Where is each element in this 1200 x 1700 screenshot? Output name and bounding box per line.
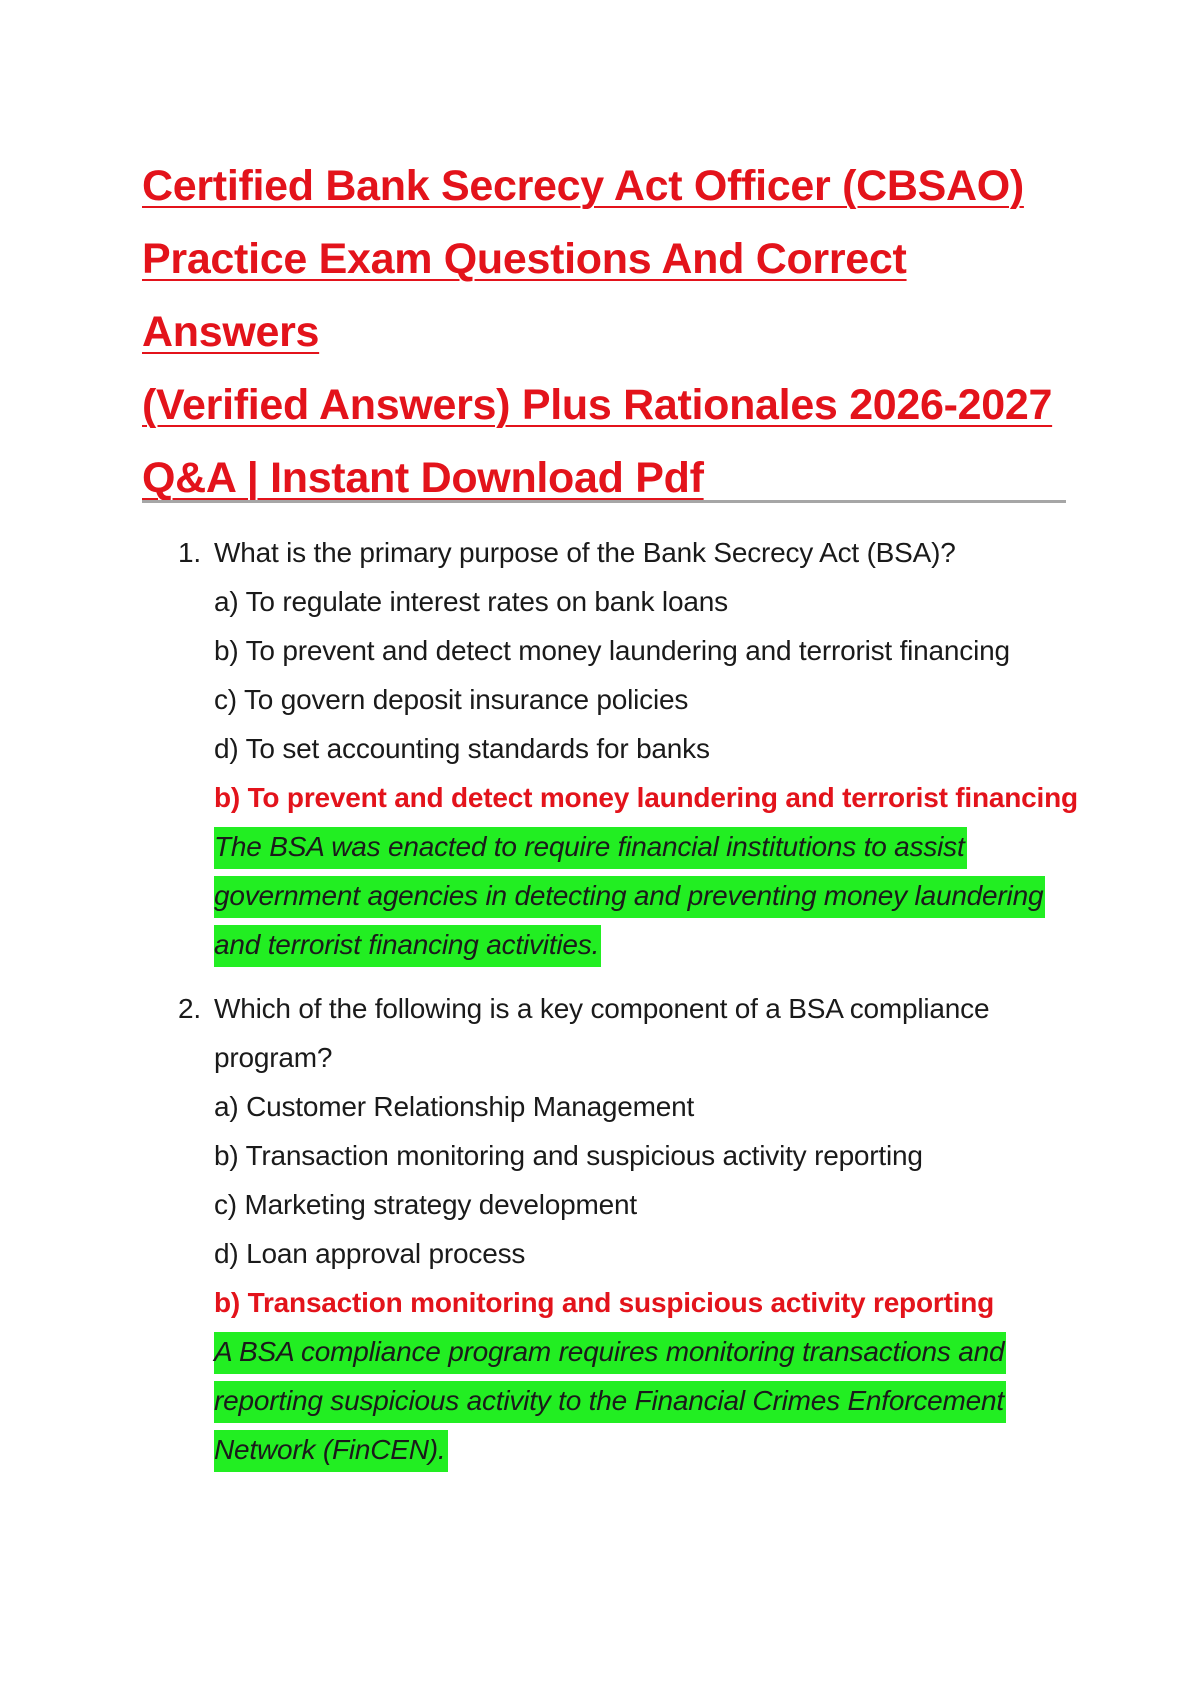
question-list — [178, 528, 1078, 1489]
answer-option: d) To set accounting standards for banks — [214, 733, 710, 764]
document-title — [142, 150, 1082, 515]
title-line: Practice Exam Questions And Correct Answers — [142, 235, 907, 356]
title-line: Q&A | Instant Download Pdf — [142, 454, 704, 502]
rationale-text: The BSA was enacted to require financial institutions to assist government agencies in detecting and preventing money laundering and terrorist financing activities. — [214, 822, 1078, 969]
answer-option: a) Customer Relationship Management — [214, 1091, 695, 1122]
question-text: What is the primary purpose of the Bank Secrecy Act (BSA)? — [214, 537, 956, 568]
title-line: Certified Bank Secrecy Act Officer (CBSAO) — [142, 162, 1024, 210]
correct-answer: b) To prevent and detect money laundering and terrorist financing — [214, 782, 1078, 813]
answer-option: c) Marketing strategy development — [214, 1189, 637, 1220]
correct-answer: b) Transaction monitoring and suspicious activity reporting — [214, 1287, 995, 1318]
question-number: 1. — [178, 537, 201, 568]
answer-option: b) Transaction monitoring and suspicious activity reporting — [214, 1140, 923, 1171]
answer-option: c) To govern deposit insurance policies — [214, 684, 689, 715]
question-item — [178, 528, 1078, 969]
question-text: Which of the following is a key component of a BSA compliance program? — [214, 993, 990, 1073]
title-line: (Verified Answers) Plus Rationales 2026-2027 — [142, 381, 1053, 429]
answer-option: d) Loan approval process — [214, 1238, 526, 1269]
question-number: 2. — [178, 993, 201, 1024]
answer-option: a) To regulate interest rates on bank loans — [214, 586, 728, 617]
rationale-text: A BSA compliance program requires monitoring transactions and reporting suspicious activity to the Financial Crimes Enforcement Network (FinCEN). — [214, 1327, 1078, 1474]
answer-option: b) To prevent and detect money laundering and terrorist financing — [214, 635, 1010, 666]
section-divider — [142, 500, 1066, 503]
question-item — [178, 984, 1078, 1474]
